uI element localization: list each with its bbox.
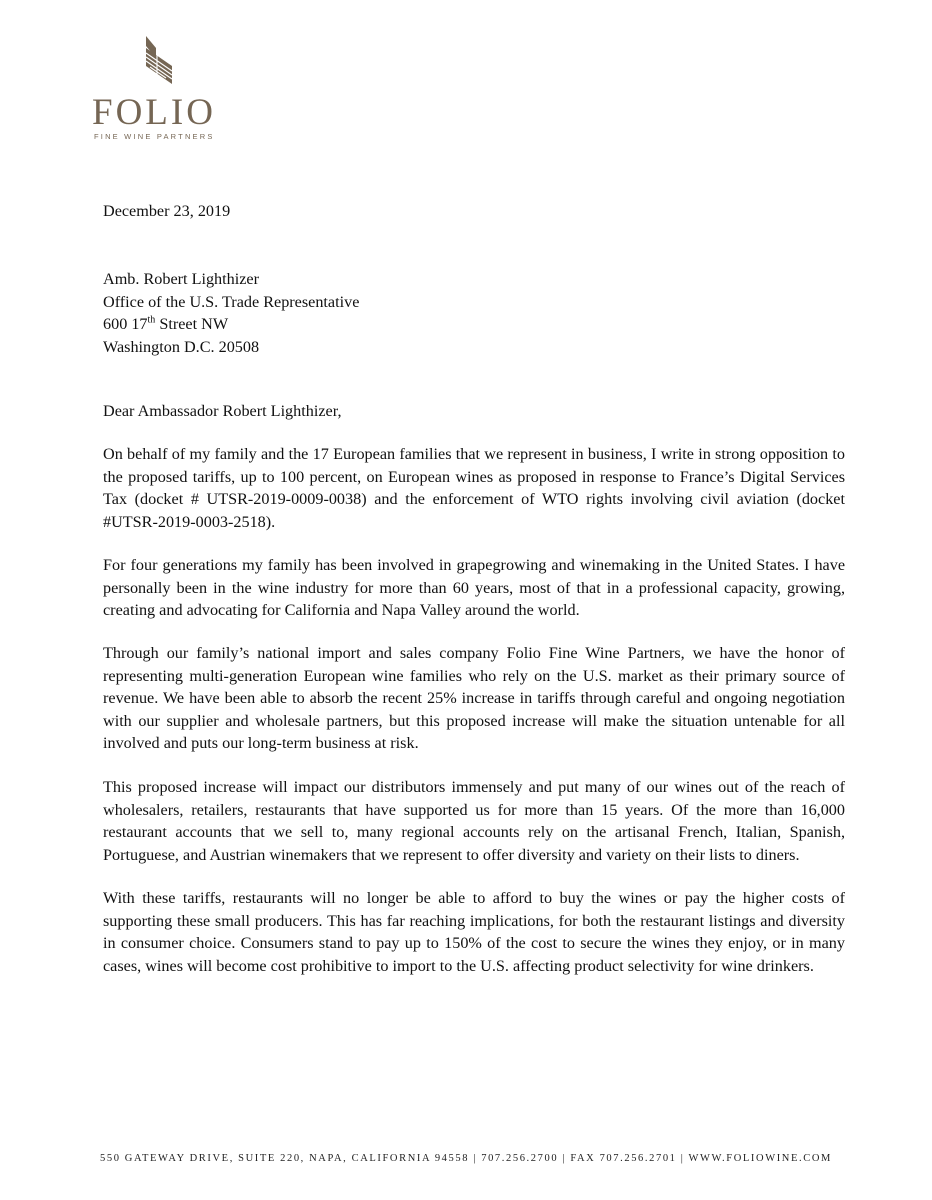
recipient-city: Washington D.C. 20508 [103,337,260,356]
salutation: Dear Ambassador Robert Lighthizer, [103,402,342,420]
street-ordinal-suffix: th [147,314,156,326]
recipient-street [103,313,845,336]
recipient-office: Office of the U.S. Trade Representative [103,292,360,311]
body-paragraph: With these tariffs, restaurants will no longer be able to afford to buy the wines or pay the higher costs of supporting these small producers. This has far reaching implications, for both the restaurant listings and diversity in consumer choice. Consumers stand to pay up to 150% of the cost to secure the wines they enjoy, or in many cases, wines will become cost prohibitive to import to the U.S. affecting product selectivity for wine drinkers. [103,889,845,975]
letter-date: December 23, 2019 [103,202,231,220]
body-paragraph: For four generations my family has been involved in grapegrowing and winemaking in the United States. I have personally been in the wine industry for more than 60 years, most of that in a professional capacity, growing, creating and advocating for California and Napa Valley around the world. [103,556,845,619]
street-number: 600 17 [103,315,148,333]
brand-name: FOLIO [92,92,216,133]
recipient-address [103,268,845,358]
body-paragraph: On behalf of my family and the 17 European families that we represent in business, I write in strong opposition to the proposed tariffs, up to 100 percent, on European wines as proposed in response to France’s Digital Services Tax (docket # UTSR-2019-0009-0038) and the enforcement of WTO rights involving civil aviation (docket #UTSR-2019-0003-2518). [103,445,845,531]
recipient-name: Amb. Robert Lighthizer [103,270,259,288]
body-paragraph: This proposed increase will impact our distributors immensely and put many of our wines out of the reach of wholesalers, retailers, restaurants that have supported us for more than 15 years. Of the more than 16,000 restaurant accounts that we sell to, many regional accounts rely on the artisanal French, Italian, Spanish, Portuguese, and Austrian winemakers that we represent to offer diversity and variety on their lists to diners. [103,778,845,864]
body-paragraph: Through our family’s national import and sales company Folio Fine Wine Partners, we have the honor of representing multi-generation European wine families who rely on the U.S. market as their primary source of revenue. We have been able to absorb the recent 25% increase in tariffs through careful and ongoing negotiation with our supplier and wholesale partners, but this proposed increase will make the situation untenable for all involved and puts our long-term business at risk. [103,644,845,752]
footer-address: 550 GATEWAY DRIVE, SUITE 220, NAPA, CALIFORNIA 94558 | 707.256.2700 | FAX 707.256.2701 | WWW.FOLIOWINE.COM [100,1153,832,1164]
folio-leaf-logo-icon [142,36,176,84]
street-name: Street NW [155,315,229,333]
brand-tagline: FINE WINE PARTNERS [94,132,215,141]
